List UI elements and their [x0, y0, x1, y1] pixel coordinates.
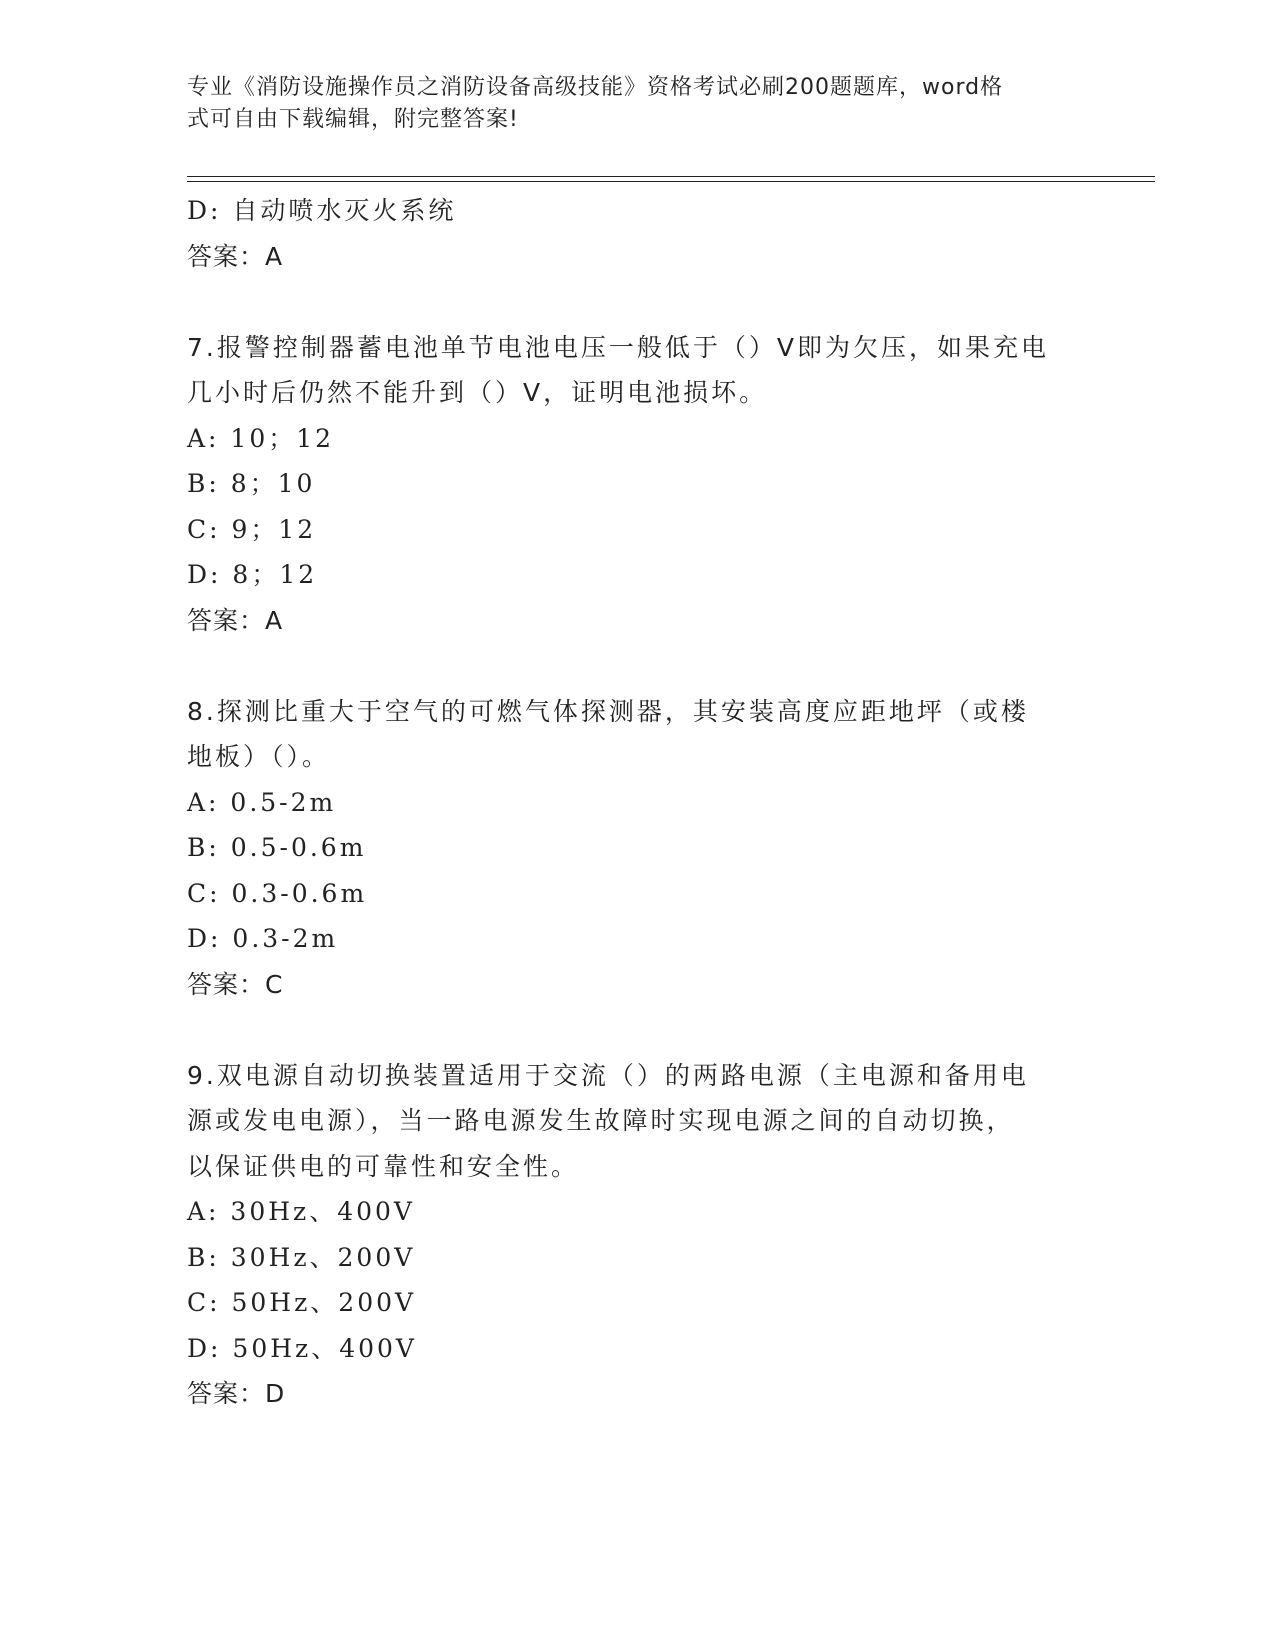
answer: 答案：A [187, 605, 284, 635]
question-text-line: 以保证供电的可靠性和安全性。 [187, 1151, 580, 1181]
option-d: D: 8；12 [187, 560, 318, 589]
option-a: A: 10；12 [187, 423, 335, 453]
header-divider-top [187, 176, 1155, 177]
option-d: D: 0.3-2m [187, 924, 339, 953]
answer: 答案：D [187, 1379, 286, 1408]
option-a: A: 30Hz、400V [187, 1197, 415, 1226]
spacer [187, 1007, 1087, 1053]
option-b: B: 30Hz、200V [187, 1242, 416, 1272]
option-c: C: 9；12 [187, 514, 317, 544]
prev-answer: 答案：A [187, 241, 284, 271]
option-b: B: 0.5-0.6m [187, 833, 367, 862]
option-a: A: 0.5-2m [187, 787, 337, 817]
question-8 [187, 689, 1087, 1008]
option-d: D: 50Hz、400V [187, 1333, 417, 1363]
question-9 [187, 1053, 1087, 1417]
question-text-line: 9.双电源自动切换装置适用于交流（）的两路电源（主电源和备用电 [187, 1060, 1029, 1090]
header-line-1: 专业《消防设施操作员之消防设备高级技能》资格考试必刷200题题库，word格 [187, 75, 1004, 100]
question-content [187, 188, 1087, 1417]
question-text-line: 7.报警控制器蓄电池单节电池电压一般低于（）V即为欠压，如果充电 [187, 332, 1049, 362]
question-text-line: 8.探测比重大于空气的可燃气体探测器，其安装高度应距地坪（或楼 [187, 696, 1029, 726]
answer: 答案：C [187, 969, 284, 999]
question-text-line: 几小时后仍然不能升到（）V，证明电池损坏。 [187, 378, 768, 407]
header-line-2: 式可自由下载编辑，附完整答案! [187, 107, 519, 132]
prev-option-d: D: 自动喷水灭火系统 [187, 196, 457, 225]
spacer [187, 279, 1087, 325]
document-header [187, 72, 1087, 136]
option-c: C: 0.3-0.6m [187, 878, 368, 908]
question-7 [187, 325, 1087, 644]
header-divider-bottom [187, 181, 1155, 182]
option-b: B: 8；10 [187, 469, 316, 498]
question-text-line: 地板）（）。 [187, 742, 331, 771]
question-text-line: 源或发电电源），当一路电源发生故障时实现电源之间的自动切换， [187, 1106, 1015, 1135]
option-c: C: 50Hz、200V [187, 1288, 417, 1317]
spacer [187, 643, 1087, 689]
